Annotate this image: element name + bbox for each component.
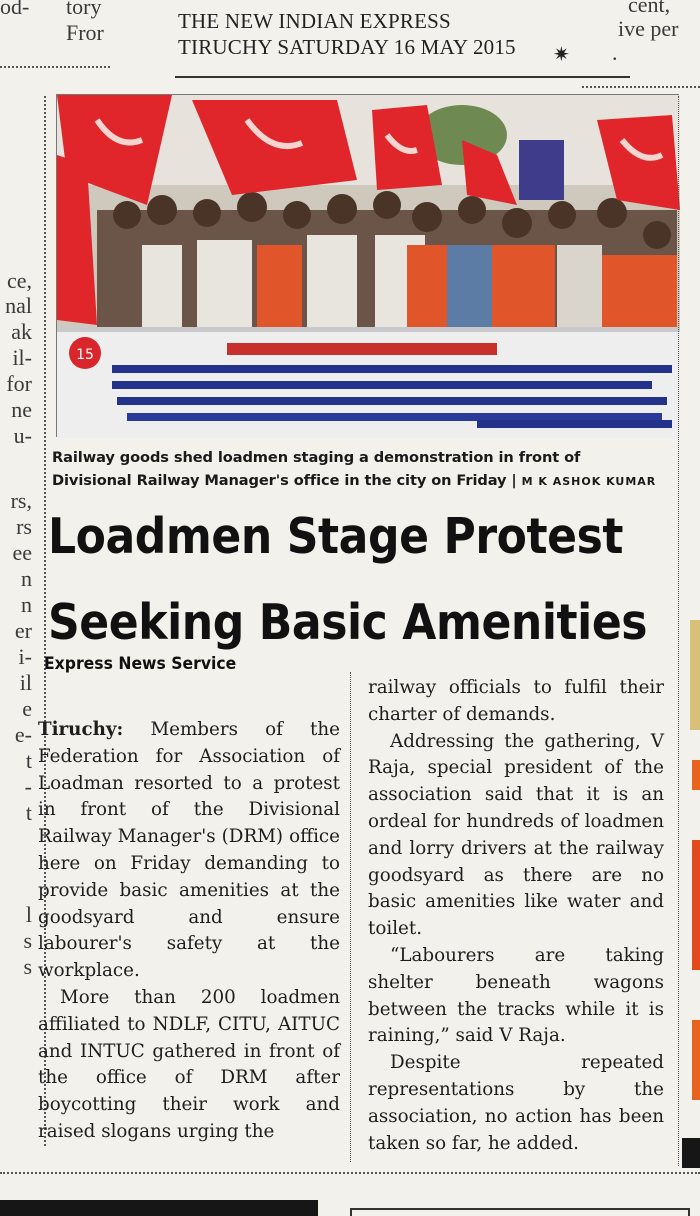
masthead-paper-name: THE NEW INDIAN EXPRESS: [178, 9, 451, 33]
paragraph-3: railway officials to fulfil their charter of demands.: [368, 677, 664, 725]
left-fragment: nal: [5, 293, 32, 318]
left-fragment: er: [14, 618, 32, 643]
headline: [48, 494, 648, 666]
headline-line-1: Loadmen Stage Protest: [48, 508, 624, 565]
top-right-divider: [582, 86, 700, 88]
photo-caption: [52, 446, 662, 493]
article-column-2: [368, 675, 664, 1157]
crowd: [97, 191, 677, 330]
left-fragment: i-: [18, 644, 32, 669]
right-edge-accent-3: [692, 840, 700, 970]
caption-separator: |: [511, 472, 517, 489]
right-edge-accent-4: [692, 1020, 700, 1100]
paragraph-4: Addressing the gathering, V Raja, special president of the association said that it is an ordeal for hundreds of loadmen and lorry drivers at the railway goodsyard as there are no basic amenities like water and toilet.: [368, 730, 664, 940]
left-fragment: u-: [13, 423, 32, 448]
dateline: Tiruchy:: [38, 719, 124, 740]
left-fragment: ee: [12, 540, 32, 565]
left-cropped-column: [0, 0, 30, 1216]
ornament-icon: ✷: [553, 44, 570, 66]
right-edge-accent-1: [690, 620, 700, 730]
top-left-fragment-1: od-: [0, 0, 30, 19]
column-divider: [350, 672, 351, 1162]
left-fragment: ak: [11, 319, 32, 344]
right-edge-black-block: [682, 1138, 700, 1168]
paragraph-1: [38, 717, 340, 985]
left-fragment: s: [23, 928, 32, 953]
top-right-fragment-2: ive per: [618, 16, 679, 41]
paragraph-1-text: Members of the Federation for Association of Loadman resorted to a protest in front of the Divisional Railway Manager's (DRM) office here on Friday demanding to provide basic amenities at the goodsyard and ensure labourer's safety at the workplace.: [38, 719, 340, 982]
left-fragment: s: [23, 954, 32, 979]
photo-credit: M K ASHOK KUMAR: [521, 475, 657, 488]
paragraph-2: More than 200 loadmen affiliated to NDLF, CITU, AITUC and INTUC gathered in front of the office of DRM after boycotting their work and raised slogans urging the: [38, 986, 340, 1142]
left-fragment: n: [21, 566, 32, 591]
left-fragment: rs: [16, 514, 32, 539]
byline: Express News Service: [44, 654, 237, 674]
masthead: [178, 8, 570, 66]
right-column-divider: [678, 96, 679, 1166]
caption-text: Railway goods shed loadmen staging a demonstration in front of Divisional Railway Manager's office in the city on Friday: [52, 449, 581, 489]
paragraph-5: “Labourers are taking shelter beneath wagons between the tracks while it is raining,” said V Raja.: [368, 944, 664, 1047]
bottom-right-box: [350, 1208, 690, 1216]
left-fragment: e: [22, 696, 32, 721]
left-fragment: ce,: [6, 268, 32, 293]
left-fragment: for: [6, 371, 32, 396]
top-left-fragment-3: Fror: [66, 20, 104, 45]
top-right-fragment-3: .: [612, 40, 618, 65]
left-fragment: rs,: [10, 488, 32, 513]
headline-line-2: Seeking Basic Amenities: [48, 594, 648, 651]
left-fragment: il: [19, 670, 32, 695]
left-fragment: il-: [12, 345, 32, 370]
left-fragment: t: [25, 800, 32, 825]
left-fragment: t: [25, 748, 32, 773]
masthead-rule: [175, 76, 630, 78]
bottom-left-bar: [0, 1200, 318, 1216]
banner: [57, 327, 680, 438]
bottom-divider: [0, 1172, 700, 1174]
left-fragment: e-: [14, 722, 32, 747]
left-fragment: l: [25, 902, 32, 927]
right-edge-accent-2: [692, 760, 700, 790]
article-column-1: [38, 717, 340, 1146]
protest-photo: [56, 94, 679, 437]
top-right-fragment-1: cent,: [628, 0, 671, 17]
left-fragment: n: [21, 592, 32, 617]
paragraph-6: Despite repeated representations by the association, no action has been taken so far, he added.: [368, 1052, 664, 1154]
masthead-edition-date: TIRUCHY SATURDAY 16 MAY 2015: [178, 35, 516, 59]
banner-badge: 15: [76, 347, 94, 363]
protest-photo-illustration: [57, 95, 680, 438]
left-fragment: -: [24, 774, 32, 799]
top-left-fragment-2: tory: [66, 0, 102, 19]
left-fragment: ne: [11, 397, 32, 422]
